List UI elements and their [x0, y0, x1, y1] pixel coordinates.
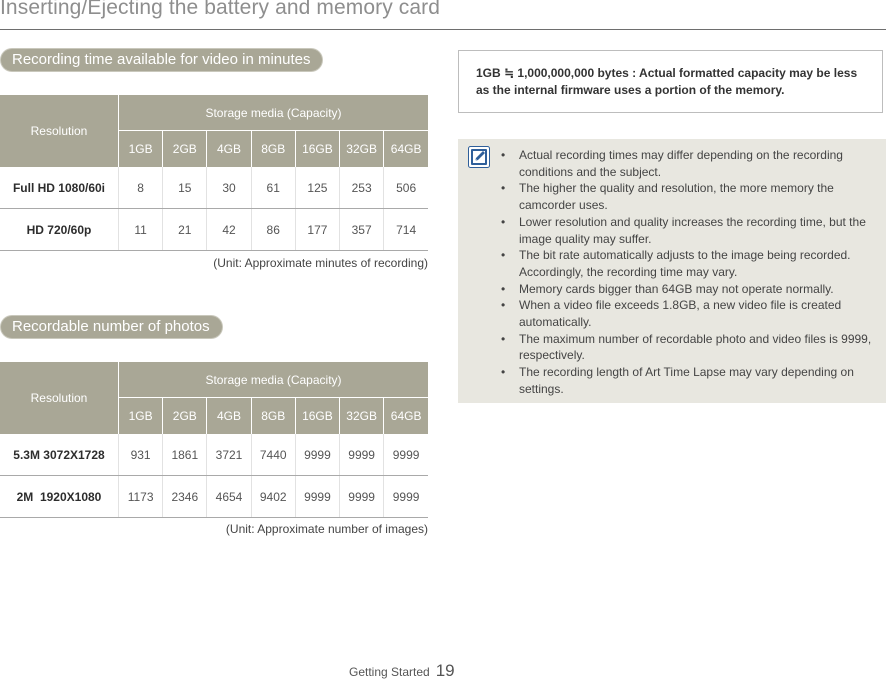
- capacity-header: 2GB: [163, 131, 207, 168]
- table-cell: 15: [163, 167, 207, 209]
- resolution-column-header: Resolution: [0, 95, 119, 167]
- page-title: Inserting/Ejecting the battery and memory card: [0, 0, 440, 19]
- capacity-header: 8GB: [251, 131, 295, 168]
- table-cell: 9999: [384, 434, 428, 476]
- storage-media-header: Storage media (Capacity): [119, 362, 429, 398]
- footer-section-name: Getting Started: [349, 665, 430, 679]
- table-row: [0, 476, 428, 518]
- table-cell: 506: [384, 167, 428, 209]
- table-cell: 2346: [163, 476, 207, 518]
- list-item: • The maximum number of recordable photo and video files is 9999, respectively.: [519, 331, 872, 364]
- table-row: [0, 209, 428, 251]
- list-item: • Lower resolution and quality increases the recording time, but the image quality may suffer.: [519, 214, 872, 247]
- capacity-header: 4GB: [207, 131, 251, 168]
- list-item: • The higher the quality and resolution, the more memory the camcorder uses.: [519, 180, 872, 213]
- list-item: • The bit rate automatically adjusts to the image being recorded. Accordingly, the recording time may vary.: [519, 247, 872, 280]
- table-cell: 9999: [384, 476, 428, 518]
- video-recording-time-table: [0, 95, 428, 251]
- resolution-column-header: Resolution: [0, 362, 119, 434]
- capacity-header: 64GB: [384, 398, 428, 435]
- table-cell: 253: [340, 167, 384, 209]
- table-row: [0, 434, 428, 476]
- capacity-header: 1GB: [119, 398, 163, 435]
- list-item: • The recording length of Art Time Lapse may vary depending on settings.: [519, 364, 872, 397]
- video-unit-note: (Unit: Approximate minutes of recording): [213, 256, 428, 270]
- table-cell: 9999: [295, 434, 339, 476]
- resolution-label: 2M 1920X1080: [0, 476, 119, 518]
- list-item: • Memory cards bigger than 64GB may not operate normally.: [519, 281, 872, 298]
- page-number: 19: [435, 661, 455, 680]
- table-cell: 9999: [340, 476, 384, 518]
- capacity-header: 64GB: [384, 131, 428, 168]
- capacity-header: 1GB: [119, 131, 163, 168]
- capacity-header: 8GB: [251, 398, 295, 435]
- table-cell: 714: [384, 209, 428, 251]
- table-cell: 30: [207, 167, 251, 209]
- resolution-label: Full HD 1080/60i: [0, 167, 119, 209]
- table-cell: 61: [251, 167, 295, 209]
- capacity-header: 4GB: [207, 398, 251, 435]
- capacity-header: 16GB: [295, 131, 339, 168]
- capacity-header: 2GB: [163, 398, 207, 435]
- video-section-heading: Recording time available for video in minutes: [1, 49, 322, 71]
- table-cell: 9402: [251, 476, 295, 518]
- table-cell: 9999: [295, 476, 339, 518]
- table-cell: 86: [251, 209, 295, 251]
- storage-media-header: Storage media (Capacity): [119, 95, 429, 131]
- resolution-label: HD 720/60p: [0, 209, 119, 251]
- table-cell: 42: [207, 209, 251, 251]
- photos-section-heading: Recordable number of photos: [1, 316, 222, 338]
- capacity-header: 16GB: [295, 398, 339, 435]
- title-divider: [0, 29, 886, 30]
- memory-info-box: 1GB ≒ 1,000,000,000 bytes : Actual formatted capacity may be less as the internal firmware uses a portion of the memory.: [458, 50, 883, 113]
- page-footer: [349, 661, 455, 681]
- note-pencil-icon: [468, 146, 490, 168]
- table-cell: 9999: [340, 434, 384, 476]
- table-cell: 357: [340, 209, 384, 251]
- table-cell: 3721: [207, 434, 251, 476]
- list-item: • When a video file exceeds 1.8GB, a new video file is created automatically.: [519, 297, 872, 330]
- recordable-photos-table: [0, 362, 428, 518]
- capacity-header: 32GB: [340, 398, 384, 435]
- table-row: [0, 167, 428, 209]
- resolution-label: 5.3M 3072X1728: [0, 434, 119, 476]
- notes-panel: [458, 139, 886, 403]
- table-cell: 125: [295, 167, 339, 209]
- table-cell: 11: [119, 209, 163, 251]
- table-cell: 931: [119, 434, 163, 476]
- photos-unit-note: (Unit: Approximate number of images): [225, 522, 428, 536]
- table-cell: 1173: [119, 476, 163, 518]
- table-cell: 1861: [163, 434, 207, 476]
- table-cell: 177: [295, 209, 339, 251]
- capacity-header: 32GB: [340, 131, 384, 168]
- notes-list: [458, 147, 872, 398]
- table-cell: 21: [163, 209, 207, 251]
- table-cell: 4654: [207, 476, 251, 518]
- table-cell: 7440: [251, 434, 295, 476]
- table-cell: 8: [119, 167, 163, 209]
- list-item: • Actual recording times may differ depending on the recording conditions and the subject.: [519, 147, 872, 180]
